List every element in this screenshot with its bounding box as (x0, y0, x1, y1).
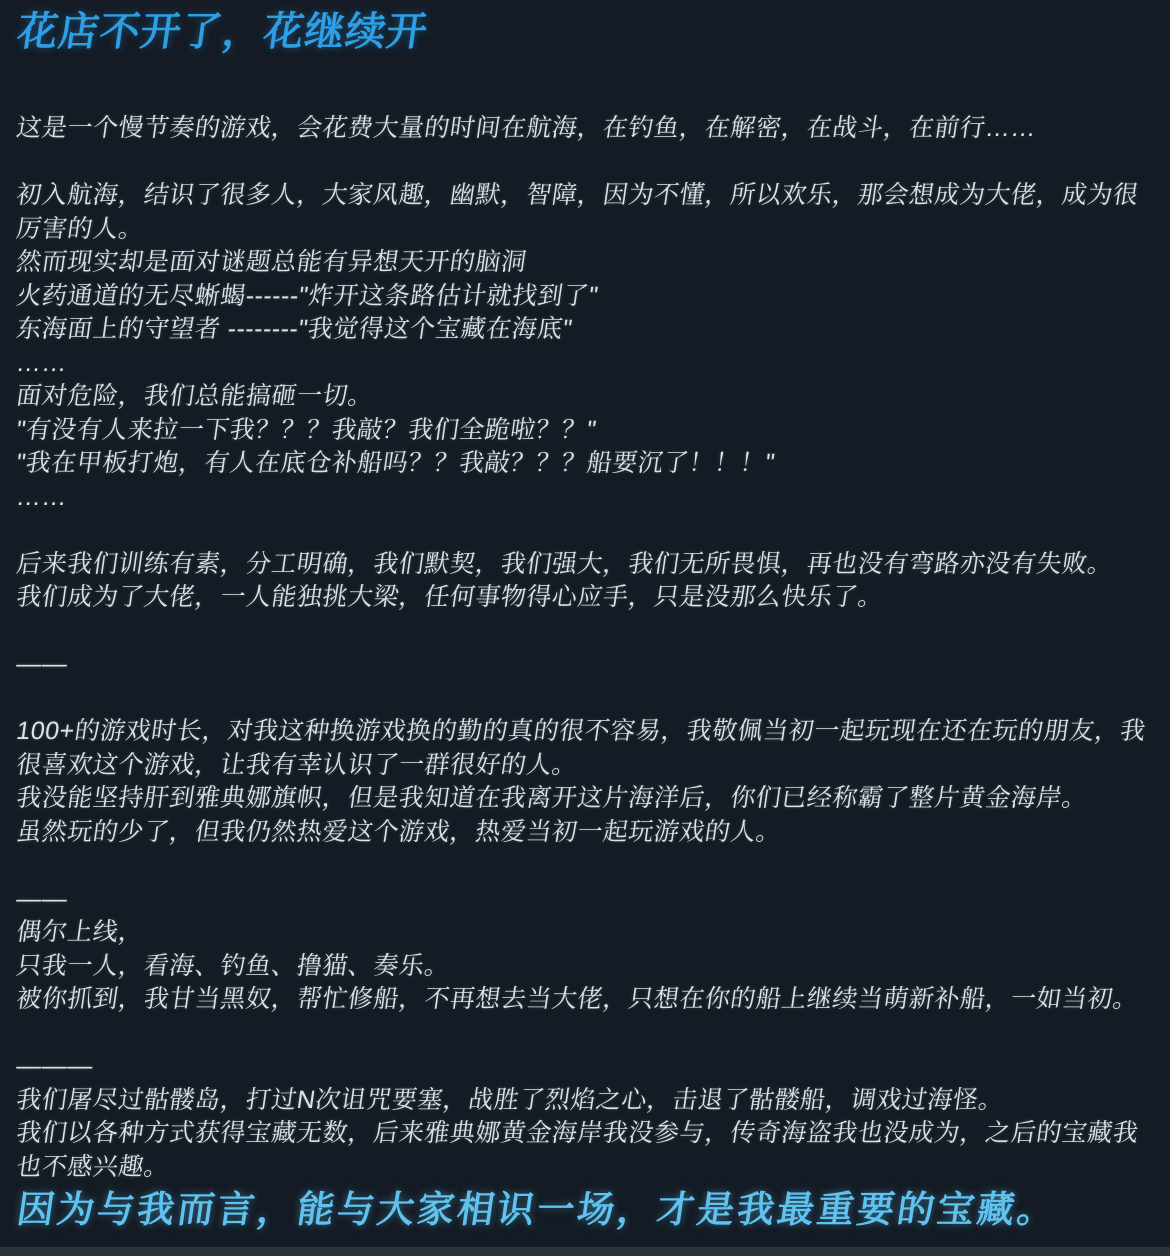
review-line (14, 514, 1161, 548)
review-line: 厉害的人。 (14, 214, 146, 243)
review-line: 我没能坚持肝到雅典娜旗帜，但是我知道在我离开这片海洋后，你们已经称霸了整片黄金海岸。 (14, 784, 1090, 812)
review-line: 也不感兴趣。 (14, 1152, 172, 1181)
bottom-divider (0, 1247, 1170, 1256)
review-line (14, 615, 1161, 649)
review-line: 我们以各种方式获得宝藏无数，后来雅典娜黄金海岸我没参与，传奇海盗我也没成为，之后的宝藏我 (14, 1119, 1141, 1147)
review-line: —— (14, 884, 70, 913)
review-closing: 因为与我而言，能与大家相识一场，才是我最重要的宝藏。 (14, 1189, 1061, 1230)
review-line: "我在甲板打炮，有人在底仓补船吗？？我敲？？？船要沉了！！！" (14, 449, 777, 477)
review-title: 花店不开了，花继续开 (14, 10, 431, 54)
review-body (14, 112, 1156, 1184)
review-line (14, 849, 1161, 883)
review-line: 被你抓到，我甘当黑奴，帮忙修船，不再想去当大佬，只想在你的船上继续当萌新补船，一如当初。 (14, 985, 1141, 1013)
review-line: 很喜欢这个游戏，让我有幸认识了一群很好的人。 (14, 750, 580, 779)
review-line: ——— (14, 1052, 95, 1080)
review-line: 后来我们训练有素，分工明确，我们默契，我们强大，我们无所畏惧，再也没有弯路亦没有失败。 (14, 549, 1115, 578)
review-line: 偶尔上线， (14, 918, 146, 946)
review-line (14, 682, 1161, 716)
review-line: 然而现实却是面对谜题总能有异想天开的脑洞 (14, 248, 529, 276)
review-line: 我们屠尽过骷髅岛，打过N次诅咒要塞，战胜了烈焰之心，击退了骷髅船，调戏过海怪。 (14, 1085, 1006, 1114)
review-line: 初入航海，结识了很多人，大家风趣，幽默，智障，因为不懂，所以欢乐，那会想成为大佬，成为很 (14, 181, 1141, 209)
review-line: "有没有人来拉一下我？？？我敲？我们全跪啦？？" (14, 415, 599, 444)
review-line: …… (14, 348, 70, 377)
review-line: 只我一人，看海、钓鱼、撸猫、奏乐。 (14, 951, 452, 980)
review-line: 100+的游戏时长，对我这种换游戏换的勤的真的很不容易，我敬佩当初一起玩现在还在玩的朋友，我 (14, 717, 1148, 745)
review-line: —— (14, 650, 70, 678)
review-line: 火药通道的无尽蜥蝎------"炸开这条路估计就找到了" (14, 281, 601, 310)
review-line (14, 146, 1161, 180)
review-line: 我们成为了大佬，一人能独挑大梁，任何事物得心应手，只是没那么快乐了。 (14, 583, 886, 611)
review-line: 虽然玩的少了，但我仍然热爱这个游戏，热爱当初一起玩游戏的人。 (14, 817, 784, 846)
review-line: 面对危险，我们总能搞砸一切。 (14, 382, 376, 410)
review-line: 东海面上的守望者 --------"我觉得这个宝藏在海底" (14, 315, 575, 343)
review-line (14, 1017, 1161, 1051)
review-line: 这是一个慢节奏的游戏，会花费大量的时间在航海，在钓鱼，在解密，在战斗，在前行…… (14, 114, 1039, 142)
review-line: …… (14, 482, 70, 511)
